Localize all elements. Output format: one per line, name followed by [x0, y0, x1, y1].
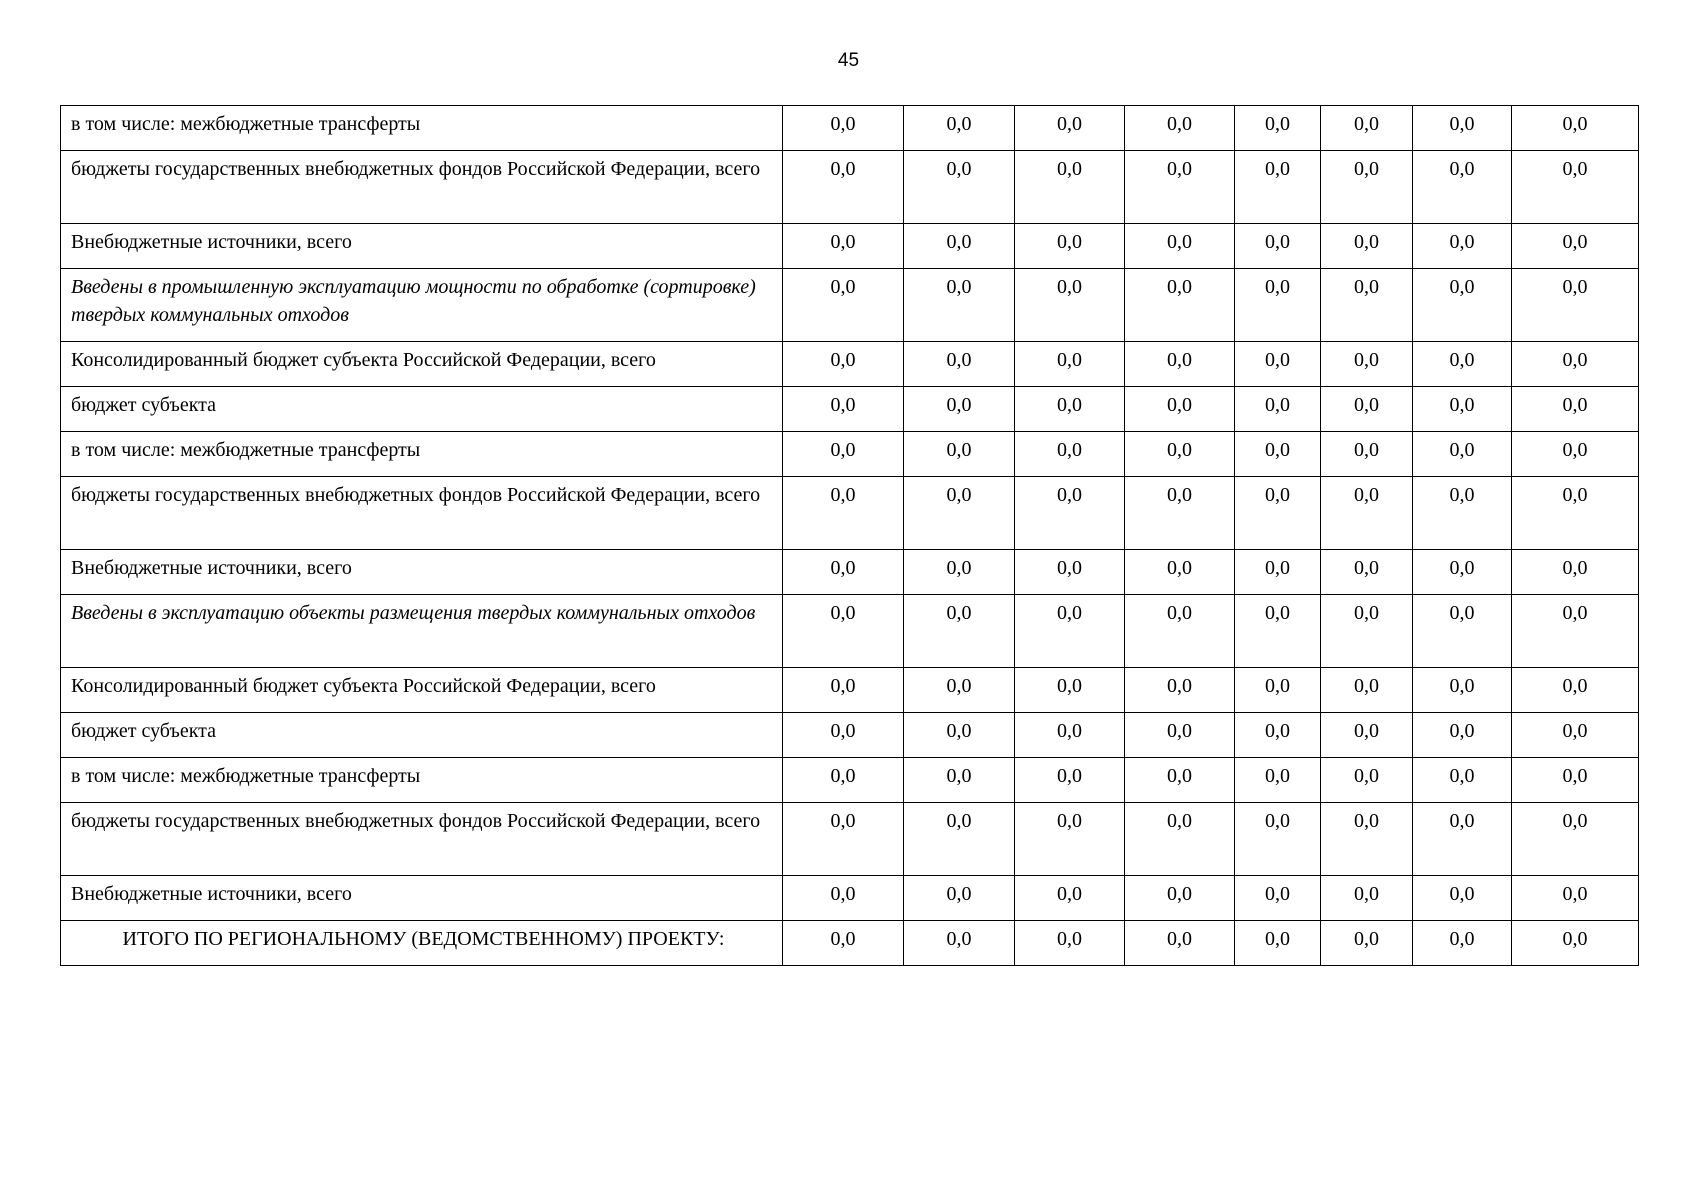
value-cell: 0,0: [1413, 803, 1512, 876]
value-cell: 0,0: [1512, 713, 1639, 758]
value-cell: 0,0: [1413, 713, 1512, 758]
value-cell: 0,0: [783, 876, 904, 921]
value-cell: 0,0: [1512, 477, 1639, 550]
value-cell: 0,0: [783, 224, 904, 269]
table-row: [61, 477, 1639, 550]
value-cell: 0,0: [1235, 387, 1321, 432]
value-cell: 0,0: [904, 550, 1015, 595]
value-cell: 0,0: [1015, 387, 1125, 432]
value-cell: 0,0: [1235, 876, 1321, 921]
row-label: бюджеты государственных внебюджетных фондов Российской Федерации, всего: [61, 151, 783, 224]
value-cell: 0,0: [1512, 758, 1639, 803]
value-cell: 0,0: [1015, 876, 1125, 921]
value-cell: 0,0: [783, 269, 904, 342]
value-cell: 0,0: [1015, 106, 1125, 151]
value-cell: 0,0: [904, 151, 1015, 224]
value-cell: 0,0: [904, 921, 1015, 966]
table-row: [61, 432, 1639, 477]
value-cell: 0,0: [1235, 758, 1321, 803]
value-cell: 0,0: [1235, 432, 1321, 477]
value-cell: 0,0: [1321, 713, 1413, 758]
value-cell: 0,0: [1235, 269, 1321, 342]
table-row: [61, 550, 1639, 595]
value-cell: 0,0: [1015, 477, 1125, 550]
total-row-label: ИТОГО ПО РЕГИОНАЛЬНОМУ (ВЕДОМСТВЕННОМУ) ПРОЕКТУ:: [61, 921, 783, 966]
value-cell: 0,0: [783, 713, 904, 758]
row-label: Внебюджетные источники, всего: [61, 876, 783, 921]
value-cell: 0,0: [1321, 106, 1413, 151]
value-cell: 0,0: [904, 477, 1015, 550]
value-cell: 0,0: [783, 921, 904, 966]
value-cell: 0,0: [1413, 595, 1512, 668]
value-cell: 0,0: [1413, 550, 1512, 595]
value-cell: 0,0: [783, 668, 904, 713]
value-cell: 0,0: [1321, 477, 1413, 550]
value-cell: 0,0: [1512, 668, 1639, 713]
row-label: в том числе: межбюджетные трансферты: [61, 758, 783, 803]
value-cell: 0,0: [783, 342, 904, 387]
value-cell: 0,0: [1125, 550, 1235, 595]
table-row: [61, 224, 1639, 269]
value-cell: 0,0: [1321, 803, 1413, 876]
value-cell: 0,0: [1235, 803, 1321, 876]
value-cell: 0,0: [904, 758, 1015, 803]
value-cell: 0,0: [1235, 550, 1321, 595]
row-label: Введены в эксплуатацию объекты размещения твердых коммунальных отходов: [61, 595, 783, 668]
value-cell: 0,0: [1321, 342, 1413, 387]
value-cell: 0,0: [904, 713, 1015, 758]
value-cell: 0,0: [1235, 713, 1321, 758]
value-cell: 0,0: [1512, 595, 1639, 668]
value-cell: 0,0: [783, 387, 904, 432]
value-cell: 0,0: [1512, 876, 1639, 921]
table-row: [61, 595, 1639, 668]
value-cell: 0,0: [904, 342, 1015, 387]
value-cell: 0,0: [904, 432, 1015, 477]
value-cell: 0,0: [1125, 342, 1235, 387]
row-label: Внебюджетные источники, всего: [61, 224, 783, 269]
value-cell: 0,0: [1321, 432, 1413, 477]
value-cell: 0,0: [1512, 342, 1639, 387]
value-cell: 0,0: [1413, 342, 1512, 387]
value-cell: 0,0: [1125, 477, 1235, 550]
value-cell: 0,0: [1015, 269, 1125, 342]
value-cell: 0,0: [1321, 151, 1413, 224]
value-cell: 0,0: [1321, 269, 1413, 342]
value-cell: 0,0: [1413, 106, 1512, 151]
value-cell: 0,0: [1125, 713, 1235, 758]
value-cell: 0,0: [1413, 477, 1512, 550]
value-cell: 0,0: [904, 803, 1015, 876]
value-cell: 0,0: [1015, 758, 1125, 803]
table-row: [61, 921, 1639, 966]
value-cell: 0,0: [1321, 668, 1413, 713]
value-cell: 0,0: [904, 224, 1015, 269]
value-cell: 0,0: [1235, 921, 1321, 966]
value-cell: 0,0: [1413, 921, 1512, 966]
value-cell: 0,0: [1125, 668, 1235, 713]
table-row: [61, 269, 1639, 342]
value-cell: 0,0: [1512, 921, 1639, 966]
value-cell: 0,0: [904, 595, 1015, 668]
value-cell: 0,0: [1512, 151, 1639, 224]
value-cell: 0,0: [1015, 668, 1125, 713]
table-row: [61, 106, 1639, 151]
value-cell: 0,0: [783, 106, 904, 151]
value-cell: 0,0: [1413, 432, 1512, 477]
row-label: бюджеты государственных внебюджетных фондов Российской Федерации, всего: [61, 803, 783, 876]
value-cell: 0,0: [1015, 550, 1125, 595]
value-cell: 0,0: [783, 758, 904, 803]
value-cell: 0,0: [1235, 151, 1321, 224]
value-cell: 0,0: [1015, 224, 1125, 269]
value-cell: 0,0: [783, 803, 904, 876]
row-label: Консолидированный бюджет субъекта Российской Федерации, всего: [61, 342, 783, 387]
value-cell: 0,0: [1512, 106, 1639, 151]
value-cell: 0,0: [904, 106, 1015, 151]
table-row: [61, 387, 1639, 432]
value-cell: 0,0: [904, 876, 1015, 921]
value-cell: 0,0: [1321, 758, 1413, 803]
value-cell: 0,0: [1015, 713, 1125, 758]
value-cell: 0,0: [783, 151, 904, 224]
row-label: Консолидированный бюджет субъекта Российской Федерации, всего: [61, 668, 783, 713]
value-cell: 0,0: [1413, 269, 1512, 342]
row-label: бюджет субъекта: [61, 713, 783, 758]
value-cell: 0,0: [1125, 151, 1235, 224]
value-cell: 0,0: [1321, 876, 1413, 921]
value-cell: 0,0: [1235, 477, 1321, 550]
value-cell: 0,0: [1413, 758, 1512, 803]
value-cell: 0,0: [1512, 803, 1639, 876]
value-cell: 0,0: [1125, 876, 1235, 921]
value-cell: 0,0: [1015, 803, 1125, 876]
table-row: [61, 713, 1639, 758]
value-cell: 0,0: [1125, 595, 1235, 668]
value-cell: 0,0: [904, 668, 1015, 713]
value-cell: 0,0: [1321, 921, 1413, 966]
value-cell: 0,0: [1015, 921, 1125, 966]
value-cell: 0,0: [783, 477, 904, 550]
value-cell: 0,0: [1321, 550, 1413, 595]
value-cell: 0,0: [783, 595, 904, 668]
value-cell: 0,0: [1125, 269, 1235, 342]
value-cell: 0,0: [1413, 668, 1512, 713]
value-cell: 0,0: [1015, 342, 1125, 387]
row-label: бюджет субъекта: [61, 387, 783, 432]
value-cell: 0,0: [1235, 668, 1321, 713]
row-label: бюджеты государственных внебюджетных фондов Российской Федерации, всего: [61, 477, 783, 550]
row-label: Введены в промышленную эксплуатацию мощности по обработке (сортировке) твердых коммунальных отходов: [61, 269, 783, 342]
value-cell: 0,0: [1413, 151, 1512, 224]
value-cell: 0,0: [1321, 595, 1413, 668]
value-cell: 0,0: [1235, 595, 1321, 668]
value-cell: 0,0: [1015, 432, 1125, 477]
value-cell: 0,0: [1125, 803, 1235, 876]
table-row: [61, 803, 1639, 876]
table-row: [61, 342, 1639, 387]
value-cell: 0,0: [783, 550, 904, 595]
value-cell: 0,0: [1125, 921, 1235, 966]
value-cell: 0,0: [783, 432, 904, 477]
value-cell: 0,0: [1125, 224, 1235, 269]
value-cell: 0,0: [1125, 758, 1235, 803]
row-label: в том числе: межбюджетные трансферты: [61, 432, 783, 477]
value-cell: 0,0: [1321, 387, 1413, 432]
value-cell: 0,0: [1235, 342, 1321, 387]
table-row: [61, 758, 1639, 803]
value-cell: 0,0: [1125, 106, 1235, 151]
value-cell: 0,0: [1235, 106, 1321, 151]
row-label: Внебюджетные источники, всего: [61, 550, 783, 595]
value-cell: 0,0: [904, 387, 1015, 432]
value-cell: 0,0: [1125, 387, 1235, 432]
table-body: [61, 106, 1639, 966]
table-row: [61, 876, 1639, 921]
value-cell: 0,0: [1015, 151, 1125, 224]
value-cell: 0,0: [1512, 224, 1639, 269]
value-cell: 0,0: [1512, 432, 1639, 477]
value-cell: 0,0: [1321, 224, 1413, 269]
value-cell: 0,0: [904, 269, 1015, 342]
value-cell: 0,0: [1413, 876, 1512, 921]
budget-table: [60, 105, 1639, 966]
page-number: 45: [837, 50, 860, 71]
row-label: в том числе: межбюджетные трансферты: [61, 106, 783, 151]
value-cell: 0,0: [1015, 595, 1125, 668]
value-cell: 0,0: [1413, 387, 1512, 432]
value-cell: 0,0: [1512, 550, 1639, 595]
table-row: [61, 668, 1639, 713]
value-cell: 0,0: [1512, 269, 1639, 342]
table-row: [61, 151, 1639, 224]
value-cell: 0,0: [1512, 387, 1639, 432]
value-cell: 0,0: [1235, 224, 1321, 269]
value-cell: 0,0: [1125, 432, 1235, 477]
value-cell: 0,0: [1413, 224, 1512, 269]
